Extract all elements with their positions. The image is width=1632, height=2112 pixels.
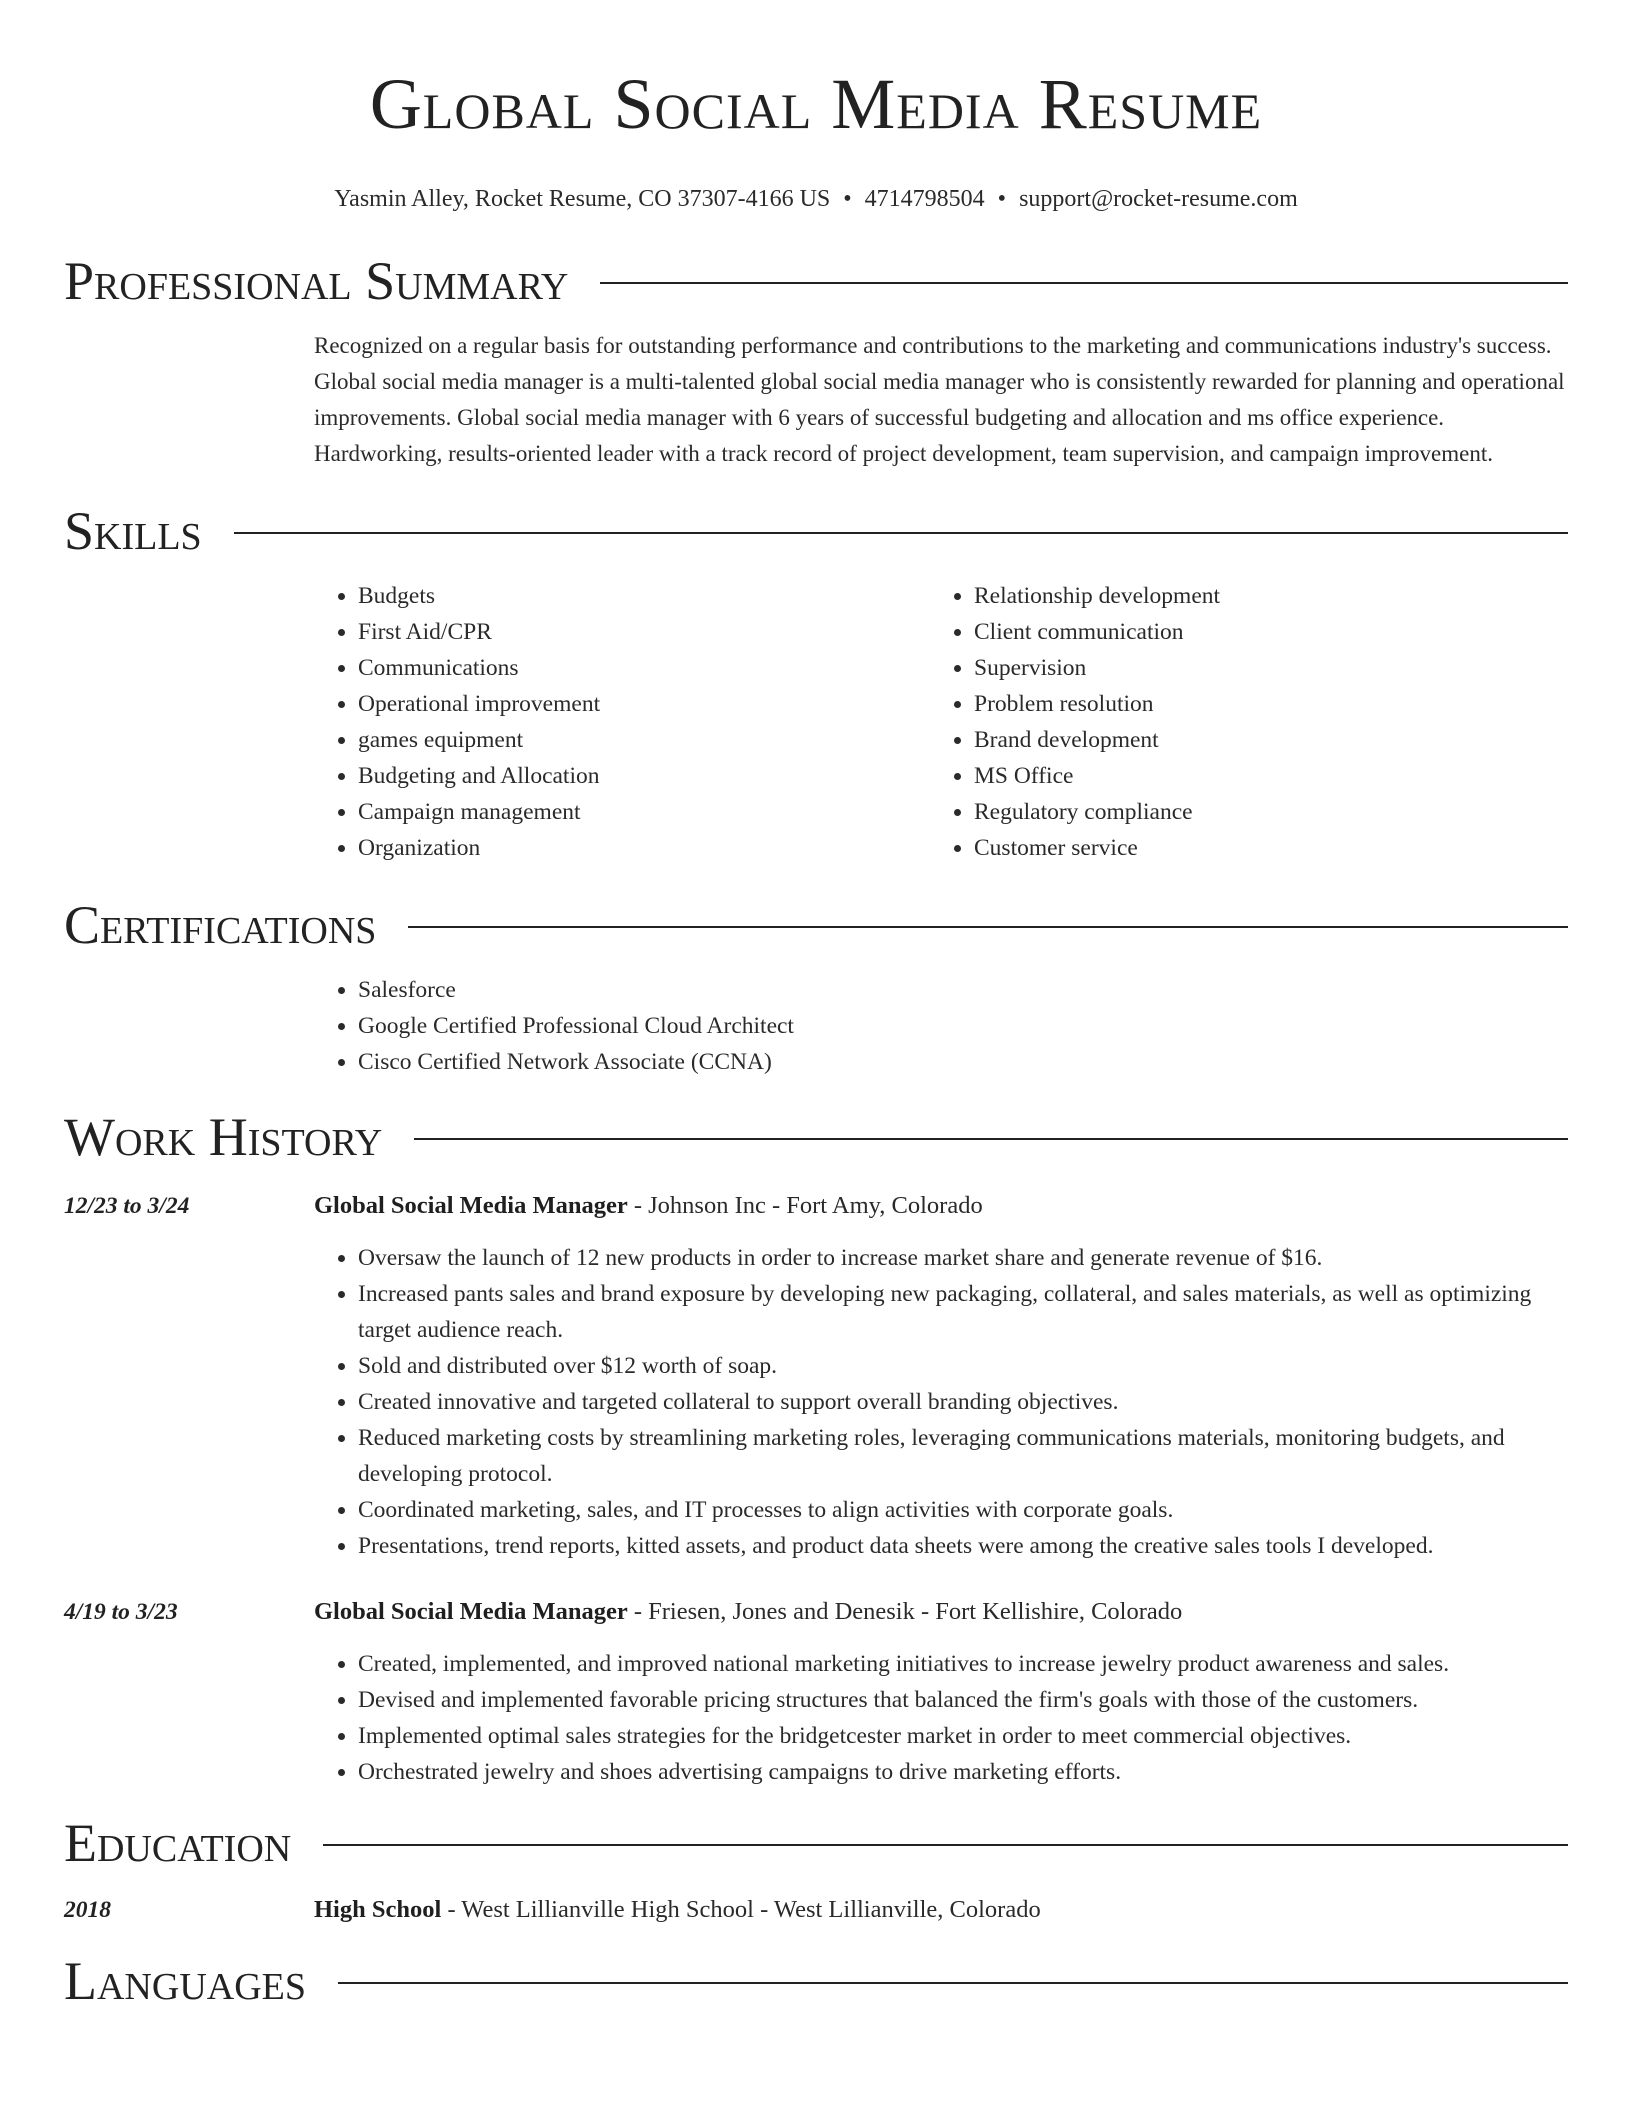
job-title: Global Social Media Manager — [314, 1192, 628, 1219]
skill-item: • games equipment — [358, 722, 930, 758]
work-entry-body — [314, 1188, 1568, 1564]
job-bullet: • Devised and implemented favorable pricing structures that balanced the firm's goals with those of the customers. — [358, 1682, 1568, 1718]
job-bullet: • Coordinated marketing, sales, and IT processes to align activities with corporate goals. — [358, 1492, 1568, 1528]
skill-item: • Organization — [358, 830, 930, 866]
skill-item: • Customer service — [974, 830, 1546, 866]
school-details: - West Lillianville High School - West Lillianville, Colorado — [441, 1896, 1041, 1923]
job-bullet: • Oversaw the launch of 12 new products in order to increase market share and generate revenue of $16. — [358, 1240, 1568, 1276]
skill-item: • Campaign management — [358, 794, 930, 830]
education-entry — [64, 1892, 1568, 1928]
contact-line — [64, 184, 1568, 214]
work-section-header — [64, 1104, 1568, 1170]
section-divider — [338, 1982, 1568, 1984]
skills-section-header — [64, 498, 1568, 564]
skill-item: • Relationship development — [974, 578, 1546, 614]
skills-list-right — [930, 578, 1546, 866]
certification-item: • Cisco Certified Network Associate (CCNA) — [358, 1044, 1568, 1080]
resume-title: Global Social Media Resume — [369, 64, 1263, 144]
job-details: - Johnson Inc - Fort Amy, Colorado — [627, 1192, 983, 1219]
certification-item: • Google Certified Professional Cloud Architect — [358, 1008, 1568, 1044]
work-dates: 12/23 to 3/24 — [64, 1193, 190, 1219]
skill-item: • MS Office — [974, 758, 1546, 794]
job-bullet: • Increased pants sales and brand exposure by developing new packaging, collateral, and sales materials, as well as optimizing target audience reach. — [358, 1276, 1568, 1348]
contact-separator: • — [997, 186, 1007, 212]
job-bullet: • Created innovative and targeted collateral to support overall branding objectives. — [358, 1384, 1568, 1420]
skills-column-left — [314, 578, 930, 866]
work-entry — [64, 1188, 1568, 1564]
section-divider — [408, 926, 1568, 928]
skill-item: • Budgets — [358, 578, 930, 614]
section-divider — [414, 1138, 1568, 1140]
education-title-line — [314, 1892, 1568, 1928]
work-title-line — [314, 1188, 1568, 1224]
job-bullet: • Presentations, trend reports, kitted assets, and product data sheets were among the creative sales tools I developed. — [358, 1528, 1568, 1564]
languages-heading: Languages — [64, 1951, 306, 2011]
certifications-section-header — [64, 892, 1568, 958]
contact-email: support@rocket-resume.com — [1019, 186, 1298, 212]
job-bullet: • Sold and distributed over $12 worth of soap. — [358, 1348, 1568, 1384]
skills-list-left — [314, 578, 930, 866]
work-entry — [64, 1594, 1568, 1790]
summary-text: Recognized on a regular basis for outstanding performance and contributions to the marketing and communications industry's success. Global social media manager is a multi-talented global social media manager who is consistently rewarded for planning and operational improvements. Global social media manager with 6 years of successful budgeting and allocation and ms office experience. Hardworking, results-oriented leader with a track record of project development, team supervision, and campaign improvement. — [314, 333, 1565, 466]
skill-item: • Brand development — [974, 722, 1546, 758]
job-bullet: • Created, implemented, and improved national marketing initiatives to increase jewelry product awareness and sales. — [358, 1646, 1568, 1682]
languages-section-header — [64, 1948, 1568, 2014]
work-dates: 4/19 to 3/23 — [64, 1599, 178, 1625]
job-bullet: • Implemented optimal sales strategies for the bridgetcester market in order to meet commercial objectives. — [358, 1718, 1568, 1754]
certifications-bullets — [314, 972, 1568, 1080]
skill-item: • Problem resolution — [974, 686, 1546, 722]
job-bullets — [314, 1646, 1568, 1790]
job-title: Global Social Media Manager — [314, 1598, 628, 1625]
education-heading: Education — [64, 1813, 292, 1873]
section-divider — [323, 1844, 1568, 1846]
education-year: 2018 — [64, 1897, 111, 1923]
skill-item: • Communications — [358, 650, 930, 686]
skill-item: • Regulatory compliance — [974, 794, 1546, 830]
skill-item: • Operational improvement — [358, 686, 930, 722]
skill-item: • Client communication — [974, 614, 1546, 650]
education-entry-body — [314, 1892, 1568, 1928]
certifications-heading: Certifications — [64, 895, 377, 955]
job-bullet: • Reduced marketing costs by streamlining marketing roles, leveraging communications materials, monitoring budgets, and developing protocol. — [358, 1420, 1568, 1492]
work-entry-body — [314, 1594, 1568, 1790]
certification-item: • Salesforce — [358, 972, 1568, 1008]
contact-address: Yasmin Alley, Rocket Resume, CO 37307-4166 US — [334, 186, 831, 212]
certifications-list — [314, 972, 1568, 1080]
summary-heading: Professional Summary — [64, 251, 569, 311]
skill-item: • Supervision — [974, 650, 1546, 686]
skills-grid — [314, 578, 1568, 866]
work-title-line — [314, 1594, 1568, 1630]
work-heading: Work History — [64, 1107, 383, 1167]
section-divider — [600, 282, 1568, 284]
degree: High School — [314, 1896, 442, 1923]
skill-item: • First Aid/CPR — [358, 614, 930, 650]
contact-separator: • — [843, 186, 852, 212]
education-section-header — [64, 1810, 1568, 1876]
contact-phone: 4714798504 — [864, 186, 985, 212]
job-details: - Friesen, Jones and Denesik - Fort Kellishire, Colorado — [627, 1598, 1183, 1625]
job-bullets — [314, 1240, 1568, 1564]
skills-heading: Skills — [64, 501, 202, 561]
skill-item: • Budgeting and Allocation — [358, 758, 930, 794]
summary-section-header — [64, 248, 1568, 314]
job-bullet: • Orchestrated jewelry and shoes advertising campaigns to drive marketing efforts. — [358, 1754, 1568, 1790]
section-divider — [234, 532, 1568, 534]
skills-column-right — [930, 578, 1546, 866]
